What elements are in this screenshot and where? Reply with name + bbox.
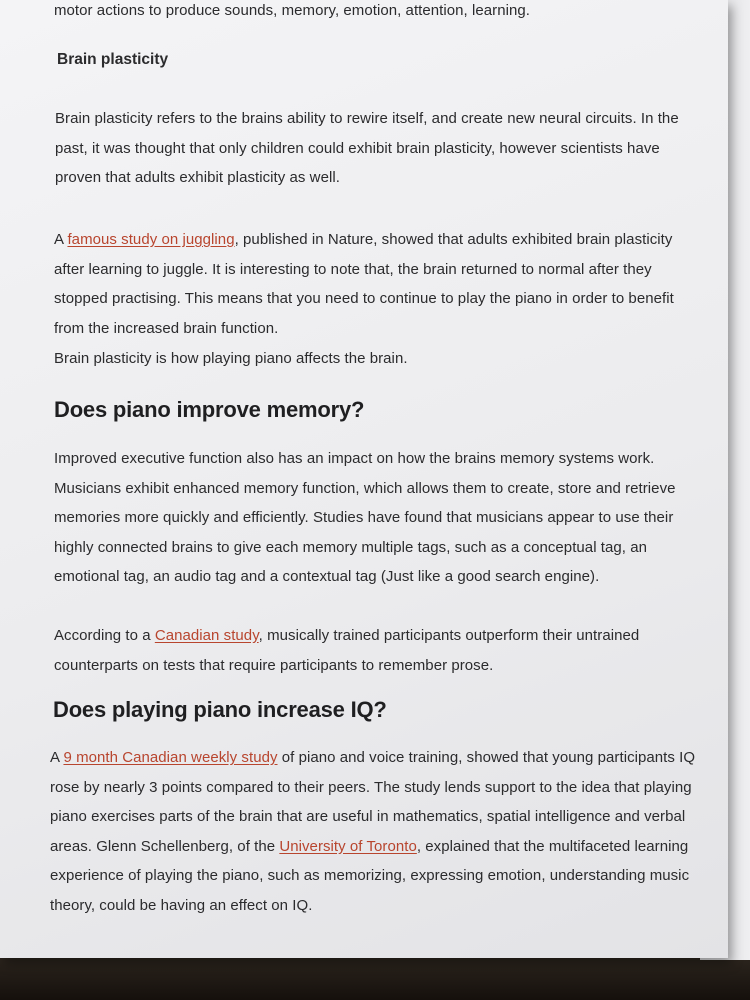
iq-paragraph-1 (50, 743, 702, 920)
paragraph-prefix: A (54, 231, 68, 248)
paragraph-prefix: A (50, 749, 64, 766)
university-of-toronto-link[interactable]: University of Toronto (279, 837, 417, 855)
paragraph-suffix: , musically trained participants outperform their untrained counterparts on tests that require participants to remember prose. (54, 627, 640, 674)
brain-plasticity-paragraph-2 (54, 225, 702, 343)
paragraph-suffix: , published in Nature, showed that adults exhibited brain plasticity after learning to juggle. It is interesting to note that, the brain returned to normal after they stopped practising. This means that you need to continue to play the piano in order to benefit from the increased brain function. (54, 231, 674, 337)
canadian-study-link[interactable]: Canadian study (154, 627, 259, 644)
paragraph-middle: of piano and voice training, showed that young participants IQ rose by nearly 3 points compared to their peers. The study lends support to the idea that playing piano exercises parts of the brain that are useful in mathematics, spatial intelligence and verbal areas. Glenn Schellenberg, of the (50, 749, 696, 855)
memory-heading: Does piano improve memory? (54, 397, 365, 422)
iq-heading: Does playing piano increase IQ? (53, 697, 387, 722)
brain-plasticity-paragraph-1: Brain plasticity refers to the brains ability to rewire itself, and create new neural circuits. In the past, it was thought that only children could exhibit brain plasticity, however scientists have proven that adults exhibit plasticity as well. (55, 110, 679, 186)
nine-month-canadian-study-link[interactable]: 9 month Canadian weekly study (63, 749, 278, 766)
paragraph-prefix: According to a (54, 627, 155, 644)
famous-study-juggling-link[interactable]: famous study on juggling (67, 231, 235, 248)
brain-plasticity-heading: Brain plasticity (57, 51, 169, 68)
brain-plasticity-paragraph-3: Brain plasticity is how playing piano affects the brain. (54, 350, 408, 367)
intro-tail-text: motor actions to produce sounds, memory, emotion, attention, learning. (54, 2, 530, 19)
memory-paragraph-1: Improved executive function also has an impact on how the brains memory systems work. Musicians exhibit enhanced memory function, which allows them to create, store and retrieve memories more quickly and efficiently. Studies have found that musicians appear to use their highly connected brains to give each memory multiple tags, such as a conceptual tag, an emotional tag, an audio tag and a contextual tag (Just like a good search engine). (54, 450, 676, 585)
paragraph-suffix: , explained that the multifaceted learning experience of playing the piano, such as memorizing, expressing emotion, understanding music theory, could be having an effect on IQ. (50, 837, 690, 914)
memory-paragraph-2 (54, 621, 654, 680)
